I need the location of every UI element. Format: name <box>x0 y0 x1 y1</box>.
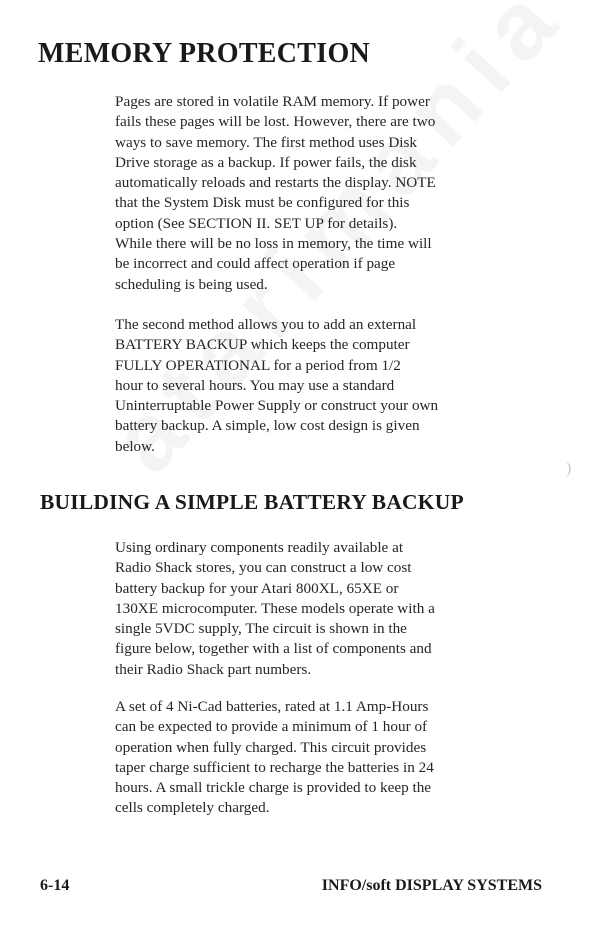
text-line: The second method allows you to add an external <box>115 316 417 333</box>
text-line: battery backup. A simple, low cost design is given <box>115 417 420 435</box>
edge-mark: ) <box>566 460 572 477</box>
text-line: can be expected to provide a minimum of 1 hour of <box>115 718 428 736</box>
text-line: Using ordinary components readily available at <box>115 539 404 556</box>
text-line: ways to save memory. The first method uses Disk <box>115 133 418 151</box>
text-line: that the System Disk must be configured for this <box>115 194 410 212</box>
text-line: A set of 4 Ni-Cad batteries, rated at 1.1 Amp-Hours <box>115 698 429 715</box>
text-line: single 5VDC supply, The circuit is shown in the <box>115 620 407 638</box>
text-line: hour to several hours. You may use a standard <box>115 376 395 394</box>
text-line: scheduling is being used. <box>115 275 268 293</box>
paragraph-memory-2 <box>115 315 515 457</box>
text-line: Uninterruptable Power Supply or construct your own <box>115 397 439 415</box>
text-line: BATTERY BACKUP which keeps the computer <box>115 336 410 354</box>
publisher-footer: INFO/soft DISPLAY SYSTEMS <box>321 877 542 894</box>
text-line: Pages are stored in volatile RAM memory. If power <box>115 93 430 110</box>
page-number: 6-14 <box>40 877 70 894</box>
text-line: hours. A small trickle charge is provided to keep the <box>115 779 432 797</box>
paragraph-memory-1 <box>115 92 515 295</box>
text-line: FULLY OPERATIONAL for a period from 1/2 <box>115 356 401 374</box>
text-line: figure below, together with a list of components and <box>115 640 432 658</box>
text-line: Radio Shack stores, you can construct a low cost <box>115 559 412 577</box>
text-line: fails these pages will be lost. However, there are two <box>115 113 436 131</box>
text-line: below. <box>115 437 155 455</box>
text-line: automatically reloads and restarts the display. NOTE <box>115 174 436 192</box>
paragraph-battery-2 <box>115 697 515 819</box>
heading-memory-protection: MEMORY PROTECTION <box>38 38 371 69</box>
text-line: their Radio Shack part numbers. <box>115 660 312 678</box>
text-line: operation when fully charged. This circuit provides <box>115 738 427 756</box>
text-line: cells completely charged. <box>115 799 270 817</box>
text-line: taper charge sufficient to recharge the batteries in 24 <box>115 758 434 776</box>
text-line: option (See SECTION II. SET UP for details). <box>115 214 398 232</box>
paragraph-battery-1 <box>115 538 515 680</box>
text-line: be incorrect and could affect operation if page <box>115 255 396 273</box>
text-line: battery backup for your Atari 800XL, 65XE or <box>115 579 399 597</box>
heading-battery-backup: BUILDING A SIMPLE BATTERY BACKUP <box>40 490 464 514</box>
text-line: Drive storage as a backup. If power fails, the disk <box>115 153 417 171</box>
text-line: While there will be no loss in memory, the time will <box>115 235 432 253</box>
text-line: 130XE microcomputer. These models operate with a <box>115 599 435 617</box>
